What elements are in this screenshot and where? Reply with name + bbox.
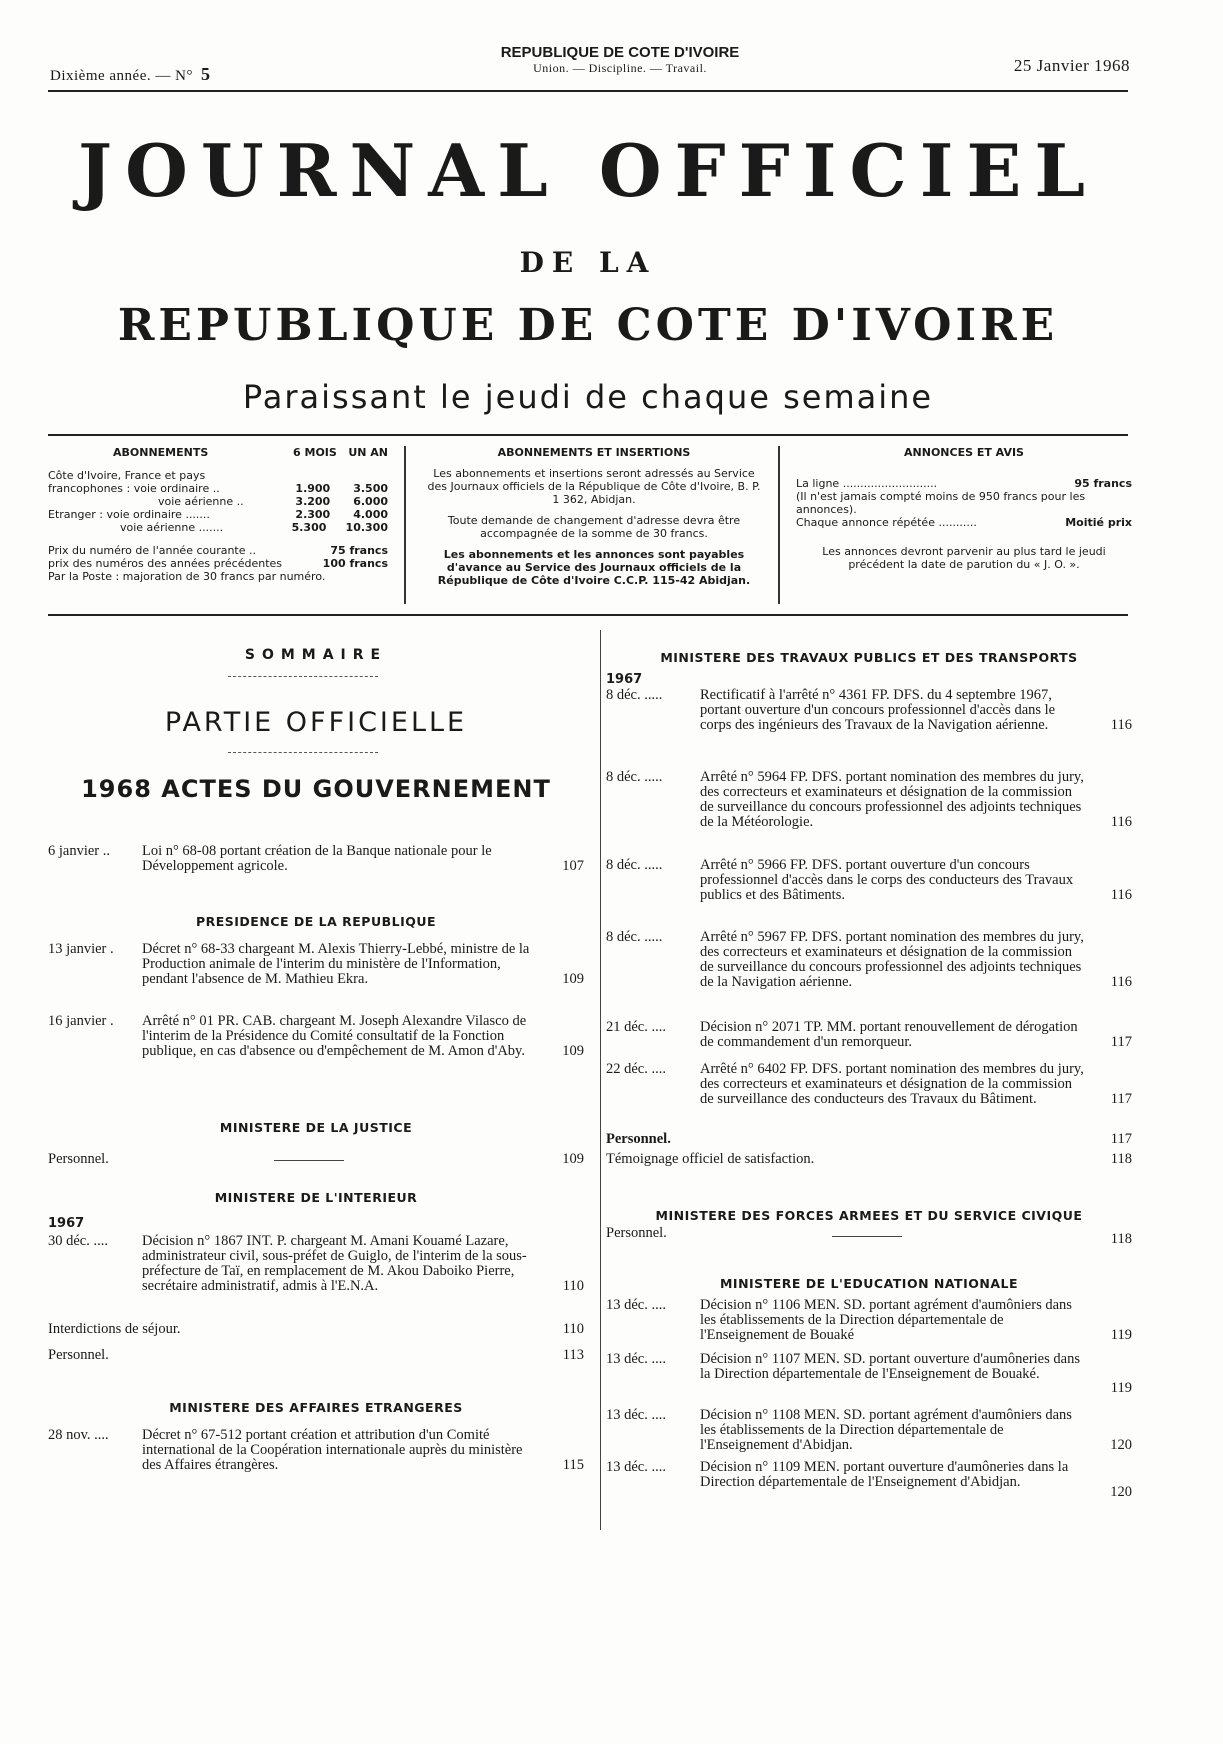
toc-entry[interactable] [606, 1225, 1132, 1247]
annonces-heading: ANNONCES ET AVIS [904, 446, 1024, 459]
entry-text: Témoignage officiel de satisfaction. [606, 1151, 815, 1167]
box-divider-1 [404, 446, 406, 604]
toc-entry[interactable] [606, 1298, 1132, 1343]
toc-entry[interactable] [48, 1348, 584, 1363]
entry-page: 117 [1110, 1131, 1132, 1147]
toc-entry[interactable] [606, 688, 1132, 733]
entry-text: Personnel. [606, 1131, 671, 1147]
annonces-box [796, 446, 1132, 604]
entry-page: 119 [1110, 1380, 1132, 1396]
annonce-line-value: 95 francs [1074, 477, 1132, 490]
entry-text: Personnel. [48, 1151, 109, 1167]
journal-title: JOURNAL OFFICIEL [78, 128, 1098, 213]
insertions-heading: ABONNEMENTS ET INSERTIONS [497, 446, 691, 459]
entry-date: 13 déc. .... [606, 1459, 666, 1475]
republic-header [420, 44, 820, 76]
section-justice: MINISTERE DE LA JUSTICE [219, 1120, 413, 1135]
entry-text: Décision n° 1867 INT. P. chargeant M. Amani Kouamé Lazare, administrateur civil, sous-préfet de Guiglo, de l'interim de la sous-préfecture de Taï, en remplacement de M. Akou Daboiko Pierre, secrétaire administratif, admis à l'E.N.A. [142, 1233, 527, 1294]
col-6-mois: 6 MOIS [293, 446, 337, 459]
entry-text: Décret n° 67-512 portant création et attribution d'un Comité international de la Coopération internationale auprès du ministère des Affaires étrangères. [142, 1427, 523, 1473]
entry-page: 107 [562, 858, 584, 874]
section-presidence: PRESIDENCE DE LA REPUBLIQUE [195, 914, 437, 929]
toc-entry[interactable] [48, 844, 584, 874]
right-column [606, 630, 1132, 1530]
entry-text: Décision n° 1108 MEN. SD. portant agrément d'aumôniers dans les établissements de la Direction départementale de l'Enseignement d'Abidjan. [700, 1407, 1072, 1453]
entry-date: 6 janvier .. [48, 843, 111, 859]
sub-line-2-v1: 1.900 [295, 482, 331, 495]
year-label: 1967 [48, 1216, 85, 1231]
price-2-label: prix des numéros des années précédentes [48, 557, 283, 570]
issue-date: 25 Janvier 1968 [1013, 56, 1130, 75]
entry-date: 21 déc. .... [606, 1019, 666, 1035]
header-rule [48, 90, 1128, 92]
entry-page: 116 [1110, 717, 1132, 733]
issue-info [50, 64, 210, 85]
toc-entry[interactable] [606, 1132, 1132, 1147]
partie-officielle: PARTIE OFFICIELLE [164, 707, 468, 738]
sub-line-5-label: voie aérienne ....... [120, 521, 224, 534]
republic-motto: Union. — Discipline. — Travail. [533, 61, 707, 75]
insertions-p1: Les abonnements et insertions seront adressés au Service des Journaux officiels de la République de Côte d'Ivoire, B. P. 1 362, Abidjan. [427, 467, 761, 506]
entry-dash [832, 1236, 902, 1237]
sommaire-heading: SOMMAIRE [244, 647, 388, 663]
entry-text: Décision n° 1106 MEN. SD. portant agrément d'aumôniers dans les établissements de la Direction départementale de l'Enseignement de Bouaké [700, 1297, 1072, 1343]
actes-heading: 1968 ACTES DU GOUVERNEMENT [81, 775, 551, 803]
entry-page: 117 [1110, 1034, 1132, 1050]
entry-date: 16 janvier . [48, 1013, 114, 1029]
sub-line-4-v2: 4.000 [353, 508, 388, 521]
entry-text: Arrêté n° 5964 FP. DFS. portant nomination des membres du jury, des correcteurs et examinateurs et désignation de la commission de surveillance du concours professionnel des adjoints techniques de la Météorologie. [700, 769, 1084, 830]
entry-text: Rectificatif à l'arrêté n° 4361 FP. DFS. du 4 septembre 1967, portant ouverture d'un concours professionnel d'accès dans le corps des ingénieurs des Travaux de la Navigation aérienne. [700, 687, 1056, 733]
insertions-box [424, 446, 764, 604]
toc-entry[interactable] [48, 942, 584, 987]
toc-entry[interactable] [606, 770, 1132, 830]
price-3: Par la Poste : majoration de 30 francs par numéro. [48, 570, 326, 583]
entry-page: 115 [562, 1457, 584, 1473]
toc-entry[interactable] [606, 1351, 1132, 1396]
toc-entry[interactable] [606, 1408, 1132, 1453]
sub-line-4-label: Etranger : voie ordinaire ....... [48, 508, 210, 521]
col-un-an: UN AN [348, 446, 388, 459]
sub-line-3-v2: 6.000 [353, 495, 388, 508]
entry-text: Décision n° 2071 TP. MM. portant renouvellement de dérogation de commandement d'un remorqueur. [700, 1019, 1078, 1050]
partie-underline [228, 752, 378, 753]
entry-page: 117 [1110, 1091, 1132, 1107]
sommaire-underline [228, 676, 378, 677]
entry-date: 13 janvier . [48, 941, 114, 957]
left-column [48, 630, 584, 1530]
entry-page: 119 [1110, 1327, 1132, 1343]
entry-text: Loi n° 68-08 portant création de la Banque nationale pour le Développement agricole. [142, 843, 492, 874]
entry-text: Décision n° 1109 MEN. portant ouverture d'aumôneries dans la Direction départementale de l'Enseignement d'Abidjan. [700, 1459, 1069, 1490]
toc-entry[interactable] [606, 930, 1132, 990]
entry-date: 8 déc. ..... [606, 769, 663, 785]
annonce-line-label: La ligne ........................... [796, 477, 938, 490]
annonce-minimum: (Il n'est jamais compté moins de 950 francs pour les annonces). [796, 490, 1086, 516]
entry-page: 109 [562, 1151, 584, 1167]
toc-entry[interactable] [48, 1234, 584, 1294]
entry-text: Arrêté n° 6402 FP. DFS. portant nomination des membres du jury, des correcteurs et examinateurs et désignation de la commission de surveillance des conducteurs des Travaux du Bâtiment. [700, 1061, 1084, 1107]
toc-entry[interactable] [48, 1428, 584, 1473]
toc-entry[interactable] [606, 1062, 1132, 1107]
subscriptions-box [48, 446, 388, 604]
entry-page: 118 [1110, 1151, 1132, 1167]
entry-page: 116 [1110, 887, 1132, 903]
entry-text: Arrêté n° 5966 FP. DFS. portant ouverture d'un concours professionnel d'accès dans le corps des conducteurs des Travaux publics et des Bâtiments. [700, 857, 1074, 903]
year-label: 1967 [606, 672, 643, 687]
sub-line-3-label: voie aérienne .. [158, 495, 244, 508]
annonce-repeat-label: Chaque annonce répétée ........... [796, 516, 977, 529]
entry-text: Interdictions de séjour. [48, 1321, 181, 1337]
section-interieur: MINISTERE DE L'INTERIEUR [214, 1190, 418, 1205]
sub-line-5-v1: 5.300 [291, 521, 327, 534]
journal-subtitle-de-la: DE LA [519, 246, 657, 279]
toc-entry[interactable] [606, 1152, 1132, 1167]
entry-date: 8 déc. ..... [606, 857, 663, 873]
toc-entry[interactable] [606, 1459, 1132, 1500]
entry-date: 22 déc. .... [606, 1061, 666, 1077]
masthead-rule-bottom [48, 614, 1128, 616]
entry-date: 13 déc. .... [606, 1407, 666, 1423]
entry-page: 118 [1110, 1231, 1132, 1247]
issue-label: Dixième année. — N° [50, 68, 193, 84]
toc-entry[interactable] [606, 1020, 1132, 1050]
republic-name: REPUBLIQUE DE COTE D'IVOIRE [500, 44, 740, 61]
toc-entry[interactable] [48, 1322, 584, 1337]
sub-line-3-v1: 3.200 [295, 495, 331, 508]
sub-line-4-v1: 2.300 [295, 508, 331, 521]
journal-tagline: Paraissant le jeudi de chaque semaine [242, 378, 934, 416]
price-1-label: Prix du numéro de l'année courante .. [48, 544, 257, 557]
entry-page: 109 [562, 971, 584, 987]
price-2-value: 100 francs [322, 557, 388, 570]
entry-date: 13 déc. .... [606, 1351, 666, 1367]
entry-page: 120 [1110, 1437, 1132, 1453]
annonce-deadline: Les annonces devront parvenir au plus tard le jeudi précédent la date de parution du « J. O. ». [822, 545, 1106, 571]
entry-page: 116 [1110, 814, 1132, 830]
entry-date: 8 déc. ..... [606, 929, 663, 945]
entry-text: Arrêté n° 01 PR. CAB. chargeant M. Joseph Alexandre Vilasco de l'interim de la Présidence du Comité consultatif de la Fonction publique, en cas d'absence ou d'empêchement de M. Amon d'Aby. [142, 1013, 527, 1059]
insertions-p2: Toute demande de changement d'adresse devra être accompagnée de la somme de 30 francs. [447, 514, 741, 540]
sub-line-2-v2: 3.500 [353, 482, 388, 495]
entry-page: 110 [562, 1321, 584, 1337]
toc-entry[interactable] [48, 1152, 584, 1167]
insertions-p3: Les abonnements et les annonces sont payables d'avance au Service des Journaux officiels de la République de Côte d'Ivoire C.C.P. 115-42 Abidjan. [437, 548, 751, 587]
entry-page: 113 [562, 1347, 584, 1363]
entry-text: Décret n° 68-33 chargeant M. Alexis Thierry-Lebbé, ministre de la Production animale de l'interim du ministère de l'Information, pendant l'absence de M. Mathieu Ekra. [142, 941, 530, 987]
entry-dash [274, 1160, 344, 1161]
toc-entry[interactable] [606, 858, 1132, 903]
box-divider-2 [778, 446, 780, 604]
section-travaux-publics: MINISTERE DES TRAVAUX PUBLICS ET DES TRANSPORTS [660, 650, 1078, 665]
entry-page: 110 [562, 1278, 584, 1294]
column-divider [600, 630, 601, 1530]
entry-date: 8 déc. ..... [606, 687, 663, 703]
price-1-value: 75 francs [330, 544, 388, 557]
toc-entry[interactable] [48, 1014, 584, 1059]
entry-text: Personnel. [48, 1347, 109, 1363]
section-forces-armees: MINISTERE DES FORCES ARMEES ET DU SERVICE CIVIQUE [655, 1208, 1083, 1223]
sub-line-5-v2: 10.300 [345, 521, 388, 534]
section-etrangeres: MINISTERE DES AFFAIRES ETRANGERES [169, 1400, 463, 1415]
entry-page: 109 [562, 1043, 584, 1059]
entry-date: 28 nov. .... [48, 1427, 109, 1443]
entry-page: 120 [1110, 1484, 1132, 1500]
annonce-repeat-value: Moitié prix [1065, 516, 1132, 529]
entry-date: 30 déc. .... [48, 1233, 108, 1249]
issue-number: 5 [200, 64, 211, 84]
entry-date: 13 déc. .... [606, 1297, 666, 1313]
entry-page: 116 [1110, 974, 1132, 990]
section-education: MINISTERE DE L'EDUCATION NATIONALE [719, 1276, 1018, 1291]
journal-subtitle-republic: REPUBLIQUE DE COTE D'IVOIRE [117, 300, 1059, 351]
entry-text: Arrêté n° 5967 FP. DFS. portant nomination des membres du jury, des correcteurs et examinateurs et désignation de la commission de surveillance du concours professionnel des adjoints techniques de la Navigation aérienne. [700, 929, 1084, 990]
sub-line-1: Côte d'Ivoire, France et pays [48, 469, 206, 482]
subscriptions-heading: ABONNEMENTS [113, 446, 209, 459]
entry-text: Décision n° 1107 MEN. SD. portant ouverture d'aumôneries dans la Direction départementale de l'Enseignement de Bouaké. [700, 1351, 1080, 1382]
entry-text: Personnel. [606, 1225, 667, 1241]
sub-line-2-label: francophones : voie ordinaire .. [48, 482, 220, 495]
masthead-rule-top [48, 434, 1128, 436]
